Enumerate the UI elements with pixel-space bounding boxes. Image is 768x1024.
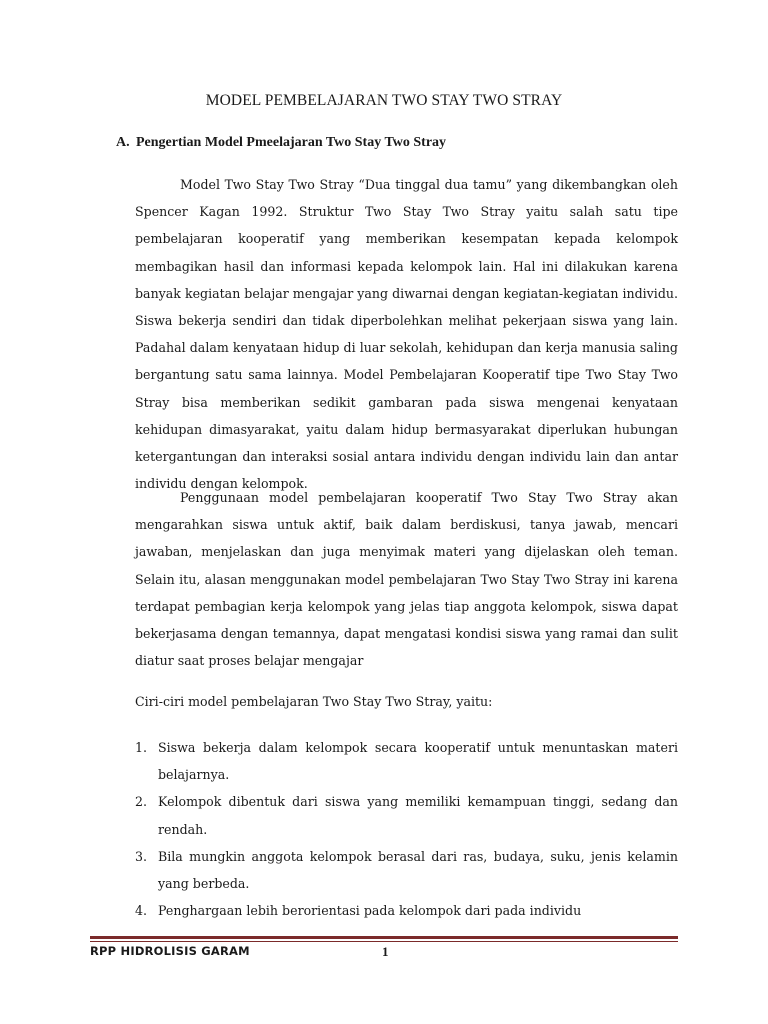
- section-heading-text: Pengertian Model Pmeelajaran Two Stay Two Stray: [136, 135, 447, 150]
- page-number: 1: [382, 944, 389, 959]
- list-item: [135, 897, 678, 924]
- section-letter: A.: [116, 135, 130, 150]
- list-item-text: Bila mungkin anggota kelompok berasal dari ras, budaya, suku, jenis kelamin yang berbeda.: [158, 848, 678, 892]
- paragraph-2: Penggunaan model pembelajaran kooperatif Two Stay Two Stray akan mengarahkan siswa untuk aktif, baik dalam berdiskusi, tanya jawab, mencari jawaban, menjelaskan dan juga menyimak materi yang dijelaskan oleh teman. Selain itu, alasan menggunakan model pembelajaran Two Stay Two Stray ini karena terdapat pembagian kerja kelompok yang jelas tiap anggota kelompok, siswa dapat bekerjasama dengan temannya, dapat mengatasi kondisi siswa yang ramai dan sulit diatur saat proses belajar mengajar: [135, 490, 678, 669]
- list-item: [135, 788, 678, 842]
- list-intro: Ciri-ciri model pembelajaran Two Stay Two Stray, yaitu:: [135, 694, 493, 709]
- list-item-number: 4.: [135, 903, 148, 919]
- section-heading: [116, 135, 446, 151]
- characteristics-list: [135, 734, 678, 924]
- list-item-text: Siswa bekerja dalam kelompok secara kooperatif untuk menuntaskan materi belajarnya.: [158, 740, 678, 783]
- list-item-text: Kelompok dibentuk dari siswa yang memiliki kemampuan tinggi, sedang dan rendah.: [158, 794, 678, 837]
- list-item: [135, 734, 678, 788]
- footer-rule-thin: [90, 941, 678, 942]
- list-item-number: 2.: [135, 794, 148, 810]
- list-item-number: 1.: [135, 740, 148, 755]
- list-item-text: Penghargaan lebih berorientasi pada kelompok dari pada individu: [158, 903, 582, 919]
- document-title: MODEL PEMBELAJARAN TWO STAY TWO STRAY: [205, 92, 563, 109]
- list-item-number: 3.: [135, 848, 148, 864]
- footer-title: RPP HIDROLISIS GARAM: [90, 944, 250, 958]
- list-item: [135, 843, 678, 897]
- paragraph-1: Model Two Stay Two Stray “Dua tinggal dua tamu” yang dikembangkan oleh Spencer Kagan 1992. Struktur Two Stay Two Stray yaitu salah satu tipe pembelajaran kooperatif yang memberikan kesempatan kepada kelompok membagikan hasil dan informasi kepada kelompok lain. Hal ini dilakukan karena banyak kegiatan belajar mengajar yang diwarnai dengan kegiatan-kegiatan individu. Siswa bekerja sendiri dan tidak diperbolehkan melihat pekerjaan siswa yang lain. Padahal dalam kenyataan hidup di luar sekolah, kehidupan dan kerja manusia saling bergantung satu sama lainnya. Model Pembelajaran Kooperatif tipe Two Stay Two Stray bisa memberikan sedikit gambaran pada siswa mengenai kenyataan kehidupan dimasyarakat, yaitu dalam hidup bermasyarakat diperlukan hubungan ketergantungan dan interaksi sosial antara individu dengan individu lain dan antar individu dengan kelompok.: [135, 177, 678, 492]
- footer-rule-thick: [90, 936, 678, 939]
